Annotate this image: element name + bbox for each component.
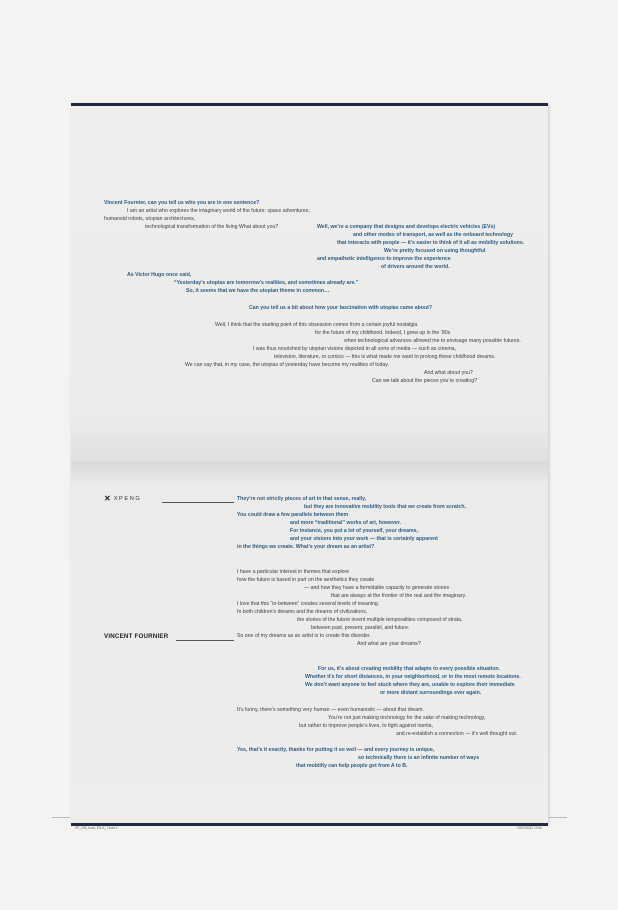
- reply-line: and other modes of transport, as well as the onboard technology: [353, 232, 513, 238]
- bottom-rule: [71, 823, 548, 826]
- reply-line: We’re pretty focused on using thoughtful: [384, 248, 486, 254]
- brand-underline: [162, 502, 234, 503]
- answer-line: In both children’s dreams and the dreams of civilizations,: [237, 609, 368, 615]
- question-line: Vincent Fournier, can you tell us who you are in one sentence?: [104, 200, 260, 206]
- answer-line: It’s funny, there’s something very human — even humanistic — about that dream.: [237, 707, 424, 713]
- answer-line: — and how they have a formidable capacity to generate stories: [304, 585, 450, 591]
- reply-line: in the things we create. What’s your dream as an artist?: [237, 544, 375, 550]
- answer-line: humanoid robots, utopian architectures,: [104, 216, 196, 222]
- answer-line: And what are your dreams?: [357, 641, 421, 647]
- crop-mark-left: [52, 817, 70, 818]
- question-line: As Victor Hugo once said,: [127, 272, 192, 278]
- reply-line: and your visions into your work — that is certainly apparent: [290, 536, 438, 542]
- answer-line: Well, I think that the starting point of this obsession comes from a certain joyful nostalgia: [215, 322, 418, 328]
- reply-line: and empathetic intelligence to improve the experience: [317, 256, 451, 262]
- person-underline: [176, 640, 234, 641]
- reply-line: Whether it’s for short distances, in your neighborhood, or in the most remote locations.: [305, 674, 521, 680]
- bottom-page: [71, 465, 548, 823]
- reply-line: You could draw a few parallels between them: [237, 512, 349, 518]
- reply-line: but they are innovative mobility tools that we create from scratch.: [304, 504, 467, 510]
- answer-line: but rather to improve people’s lives, to fight against inertia,: [299, 723, 433, 729]
- reply-line: We don’t want anyone to feel stuck where they are, unable to explore their immediate: [305, 682, 515, 688]
- footer-date: 19/02/2022 12:58: [517, 826, 542, 830]
- question-line: “Yesterday’s utopias are tomorrow’s realities, and sometimes already are.”: [174, 280, 359, 286]
- answer-line: Can we talk about the pieces you’re creating?: [372, 378, 477, 384]
- reply-line: or more distant surroundings ever again.: [380, 690, 482, 696]
- reply-line: of drivers around the world.: [381, 264, 450, 270]
- reply-line: and more “traditional” works of art, however.: [290, 520, 401, 526]
- answer-line: how the future is based in part on the aesthetics they create: [237, 577, 375, 583]
- answer-line: I am an artist who explores the imaginary world of the future: space adventures,: [127, 208, 310, 214]
- reply-line: They’re not strictly pieces of art in that sense, really,: [237, 496, 367, 502]
- reply-line: that interacts with people — it’s easier to think of it all as mobility solutions.: [337, 240, 525, 246]
- answer-line: So one of my dreams as an artist is to create this disorder.: [237, 633, 371, 639]
- reply-line: For instance, you put a lot of yourself, your dreams,: [290, 528, 418, 534]
- reply-line: For us, it’s about creating mobility that adapts to every possible situation.: [318, 666, 500, 672]
- question-line: So, it seems that we have the utopian theme in common…: [186, 288, 330, 294]
- answer-line: that are always at the frontier of the real and the imaginary.: [331, 593, 467, 599]
- reply-line: Yes, that’s it exactly, thanks for putting it so well — and every journey is unique,: [237, 747, 435, 753]
- answer-line: and re-establish a connection — it’s well thought out.: [396, 731, 518, 737]
- person-name: VINCENT FOURNIER: [104, 633, 169, 640]
- answer-line: between past, present, parallel, and future.: [311, 625, 410, 631]
- answer-line: I was thus nourished by utopian visions depicted in all sorts of media — such as cinema,: [253, 346, 456, 352]
- answer-line: television, literature, or comics — this is what made me want to prolong these childhood dreams.: [274, 354, 496, 360]
- question-line: Can you tell us a bit about how your fascination with utopias came about?: [249, 305, 433, 311]
- brand-logo: [104, 495, 141, 503]
- brand-name: XPENG: [113, 496, 142, 502]
- answer-line: We can say that, in my case, the utopias of yesterday have become my realities of today.: [185, 362, 389, 368]
- reply-line: Well, we’re a company that designs and develops electric vehicles (EVs): [317, 224, 496, 230]
- answer-line: technological transformation of the living What about you?: [145, 224, 279, 230]
- reply-line: that mobility can help people get from A to B.: [296, 763, 408, 769]
- answer-line: You’re not just making technology for the sake of making technology,: [328, 715, 486, 721]
- reply-line: so technically there is an infinite number of ways: [358, 755, 480, 761]
- answer-line: for the future of my childhood. Indeed, I grew up in the ’80s: [315, 330, 451, 336]
- answer-line: the stories of the future invent multiple temporalities composed of strata,: [297, 617, 463, 623]
- footer-slug: XP_198_book_EN-A_7.indd 9: [75, 826, 118, 830]
- answer-line: I have a particular interest in themes that explore: [237, 569, 350, 575]
- answer-line: And what about you?: [424, 370, 473, 376]
- xpeng-mark-icon: ✕: [104, 494, 111, 503]
- crop-mark-right: [549, 817, 567, 818]
- answer-line: when technological advances allowed me to envisage many possible futures.: [344, 338, 521, 344]
- answer-line: I love that this “in-between” creates several levels of meaning.: [237, 601, 380, 607]
